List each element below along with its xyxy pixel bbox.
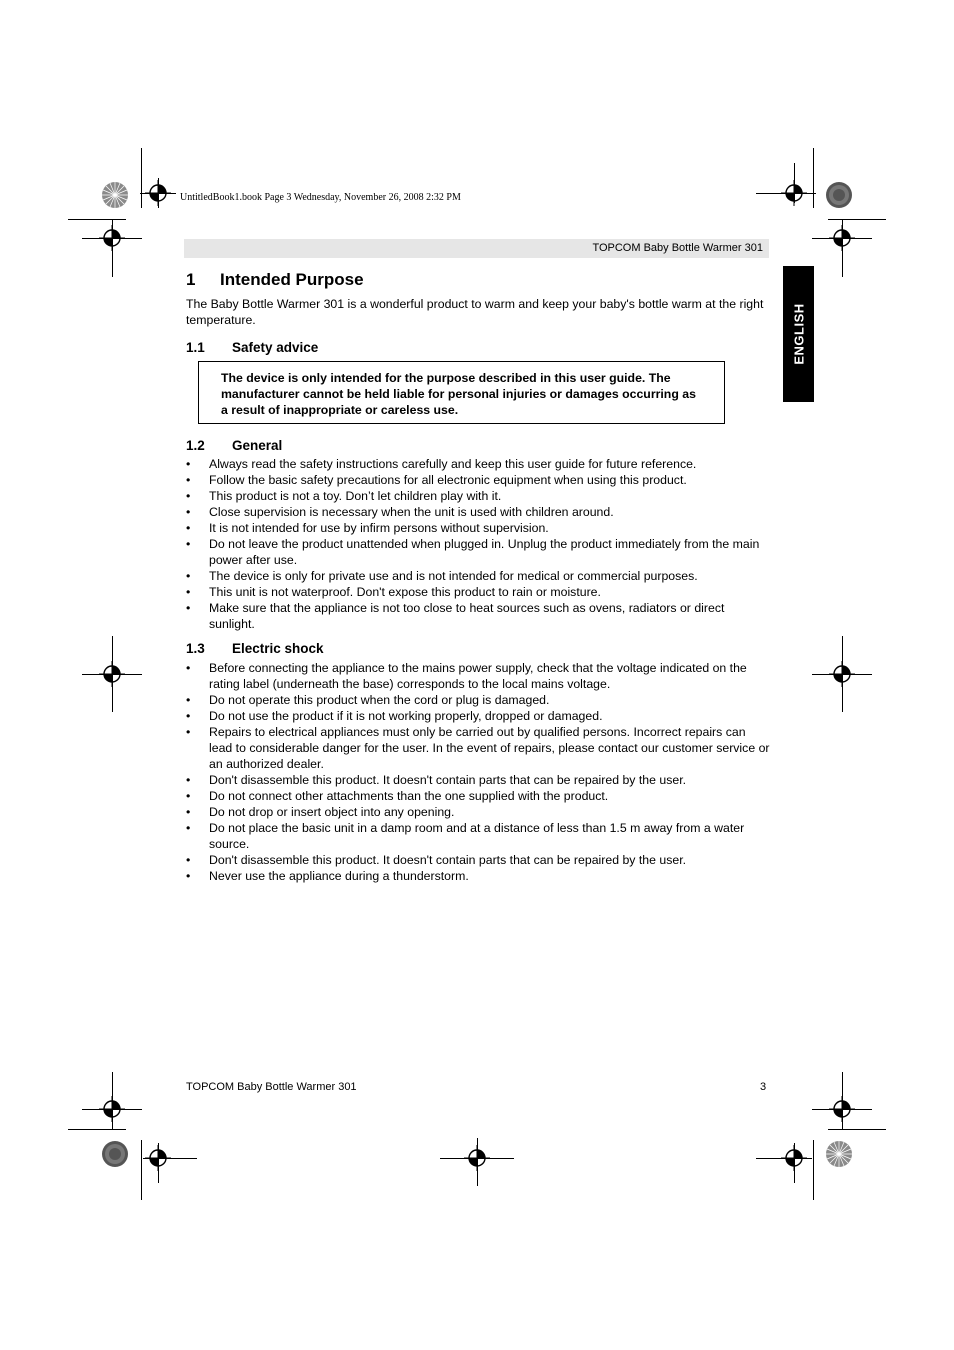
list-item: • Do not place the basic unit in a damp room and at a distance of less than 1.5 m away from a water source. (186, 821, 745, 851)
bullet-icon: • (186, 773, 191, 787)
registration-mark-icon (145, 180, 171, 206)
general-list (186, 456, 770, 632)
section-title: Electric shock (232, 641, 324, 656)
intro-paragraph: The Baby Bottle Warmer 301 is a wonderful product to warm and keep your baby's bottle warm at the right temperature. (186, 297, 764, 327)
page-number: 3 (760, 1081, 767, 1093)
section-1-1-heading (186, 339, 770, 356)
electric-shock-list (186, 660, 770, 884)
list-item: • Repairs to electrical appliances must only be carried out by qualified persons. Incorrect repairs can lead to considerable danger for the user. In the event of repairs, please contact our customer service or an authorized dealer. (186, 725, 770, 771)
section-number: 1.3 (186, 641, 205, 656)
registration-mark-icon (99, 661, 125, 687)
registration-mark-icon (781, 1145, 807, 1171)
registration-mark-icon (781, 180, 807, 206)
section-title: Safety advice (232, 340, 319, 355)
list-item: • Before connecting the appliance to the mains power supply, check that the voltage indicated on the rating label (underneath the base) corresponds to the local mains voltage. (186, 661, 747, 691)
registration-mark-icon (829, 225, 855, 251)
registration-mark-icon (829, 661, 855, 687)
bullet-icon: • (186, 725, 191, 739)
list-item: • Never use the appliance during a thunderstorm. (186, 869, 469, 883)
list-item: • Do not operate this product when the cord or plug is damaged. (186, 693, 550, 707)
bullet-icon: • (186, 601, 191, 615)
star-target-icon (101, 181, 129, 209)
bullet-icon: • (186, 853, 191, 867)
page-header (184, 239, 769, 258)
list-item: • Don't disassemble this product. It doesn't contain parts that can be repaired by the user. (186, 773, 687, 787)
main-content (186, 269, 770, 892)
warning-text: The device is only intended for the purpose described in this user guide. The manufacturer cannot be held liable for personal injuries or damages occurring as a result of inappropriate or careless use. (221, 371, 696, 417)
bullet-icon: • (186, 505, 191, 519)
list-item: • This product is not a toy. Don’t let children play with it. (186, 489, 502, 503)
bullet-icon: • (186, 709, 191, 723)
list-item: • Do not drop or insert object into any opening. (186, 805, 455, 819)
language-label: ENGLISH (791, 303, 806, 365)
section-title: General (232, 438, 283, 453)
footer-title: TOPCOM Baby Bottle Warmer 301 (186, 1081, 357, 1093)
bullet-icon: • (186, 805, 191, 819)
language-tab (783, 266, 814, 402)
bullet-icon: • (186, 457, 191, 471)
section-number: 1.1 (186, 340, 205, 355)
bullet-icon: • (186, 537, 191, 551)
list-item: • The device is only for private use and is not intended for medical or commercial purposes. (186, 569, 698, 583)
registration-mark-icon (99, 1096, 125, 1122)
bullet-icon: • (186, 789, 191, 803)
star-target-icon (101, 1140, 129, 1168)
list-item: • Don't disassemble this product. It doesn't contain parts that can be repaired by the user. (186, 853, 687, 867)
bullet-icon: • (186, 585, 191, 599)
print-info: UntitledBook1.book Page 3 Wednesday, November 26, 2008 2:32 PM (180, 192, 461, 203)
bullet-icon: • (186, 489, 191, 503)
bullet-icon: • (186, 869, 191, 883)
registration-mark-icon (829, 1096, 855, 1122)
list-item: • Follow the basic safety precautions for all electronic equipment when using this product. (186, 473, 687, 487)
registration-mark-icon (464, 1145, 490, 1171)
bullet-icon: • (186, 521, 191, 535)
bullet-icon: • (186, 473, 191, 487)
list-item: • This unit is not waterproof. Don't expose this product to rain or moisture. (186, 585, 601, 599)
section-1-heading (186, 269, 770, 291)
registration-mark-icon (145, 1145, 171, 1171)
section-title: Intended Purpose (220, 270, 364, 289)
list-item: • It is not intended for use by infirm persons without supervision. (186, 521, 549, 535)
bullet-icon: • (186, 693, 191, 707)
bullet-icon: • (186, 661, 191, 675)
registration-mark-icon (99, 225, 125, 251)
section-number: 1 (186, 270, 196, 289)
star-target-icon (825, 1140, 853, 1168)
list-item: • Close supervision is necessary when the unit is used with children around. (186, 505, 614, 519)
list-item: • Make sure that the appliance is not too close to heat sources such as ovens, radiators or direct sunlight. (186, 601, 725, 631)
list-item: • Always read the safety instructions carefully and keep this user guide for future reference. (186, 457, 697, 471)
star-target-icon (825, 181, 853, 209)
list-item: • Do not connect other attachments than the one supplied with the product. (186, 789, 609, 803)
section-1-3-heading (186, 640, 770, 657)
warning-box (198, 361, 725, 424)
list-item: • Do not leave the product unattended when plugged in. Unplug the product immediately from the main power after use. (186, 537, 760, 567)
bullet-icon: • (186, 569, 191, 583)
section-1-2-heading (186, 437, 770, 454)
list-item: • Do not use the product if it is not working properly, dropped or damaged. (186, 709, 603, 723)
section-number: 1.2 (186, 438, 205, 453)
header-title: TOPCOM Baby Bottle Warmer 301 (592, 242, 763, 254)
bullet-icon: • (186, 821, 191, 835)
